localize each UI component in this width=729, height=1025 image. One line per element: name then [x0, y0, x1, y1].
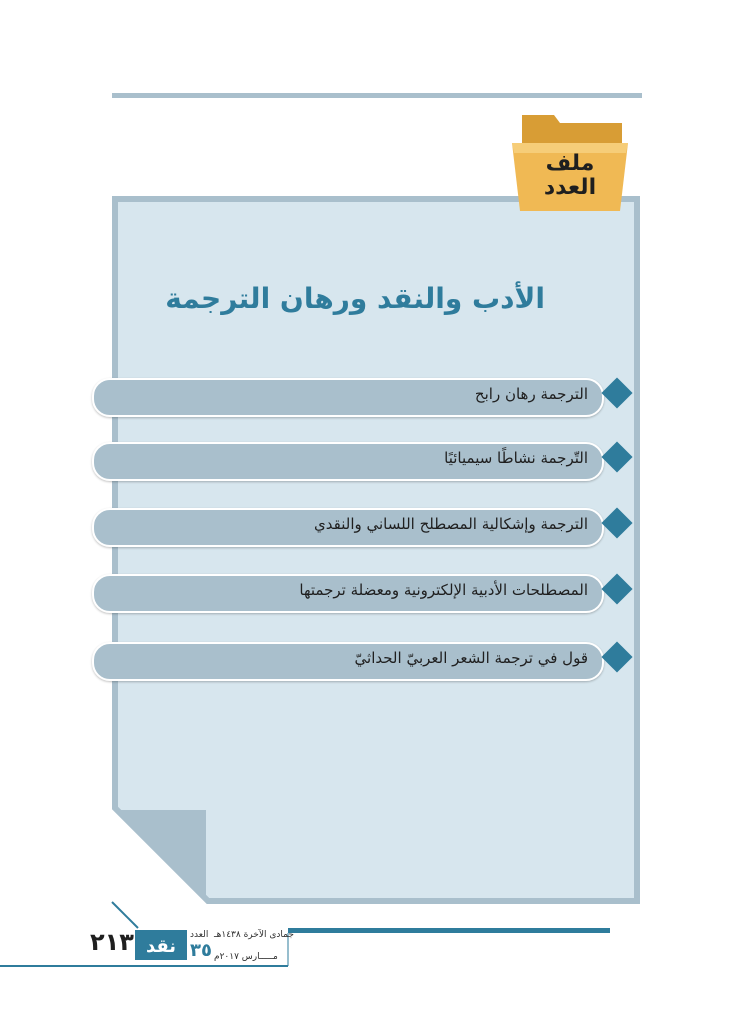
toc-item-2[interactable]: [92, 442, 602, 479]
toc-label: المصطلحات الأدبية الإلكترونية ومعضلة ترجمتها: [299, 581, 588, 599]
toc-item-1[interactable]: [92, 378, 602, 415]
page-title: الأدب والنقد ورهان الترجمة: [165, 282, 545, 315]
issue-number: ٣٥: [190, 940, 212, 961]
folder-badge: [510, 113, 630, 215]
page-number: ٢١٣: [90, 928, 134, 956]
toc-item-3[interactable]: [92, 508, 602, 545]
toc-label: قول في ترجمة الشعر العربيّ الحداثيّ: [354, 649, 588, 667]
badge-line2: العدد: [543, 175, 597, 200]
issue-label: العدد: [190, 930, 209, 940]
top-rule: [112, 93, 642, 98]
date-hijri: جمادى الآخرة ١٤٣٨هـ: [214, 930, 294, 940]
logo-text: نقد: [145, 936, 177, 957]
toc-label: الترجمة رهان رابح: [474, 385, 588, 403]
toc-label: الترجمة وإشكالية المصطلح اللساني والنقدي: [314, 515, 588, 533]
badge-line1: ملف: [545, 151, 595, 176]
toc-item-4[interactable]: [92, 574, 602, 611]
magazine-logo: [135, 930, 187, 960]
date-gregorian: مـــــارس ٢٠١٧م: [214, 952, 278, 962]
toc-label: التّرجمة نشاطًا سيميائيًا: [444, 449, 588, 467]
toc-item-5[interactable]: [92, 642, 602, 679]
